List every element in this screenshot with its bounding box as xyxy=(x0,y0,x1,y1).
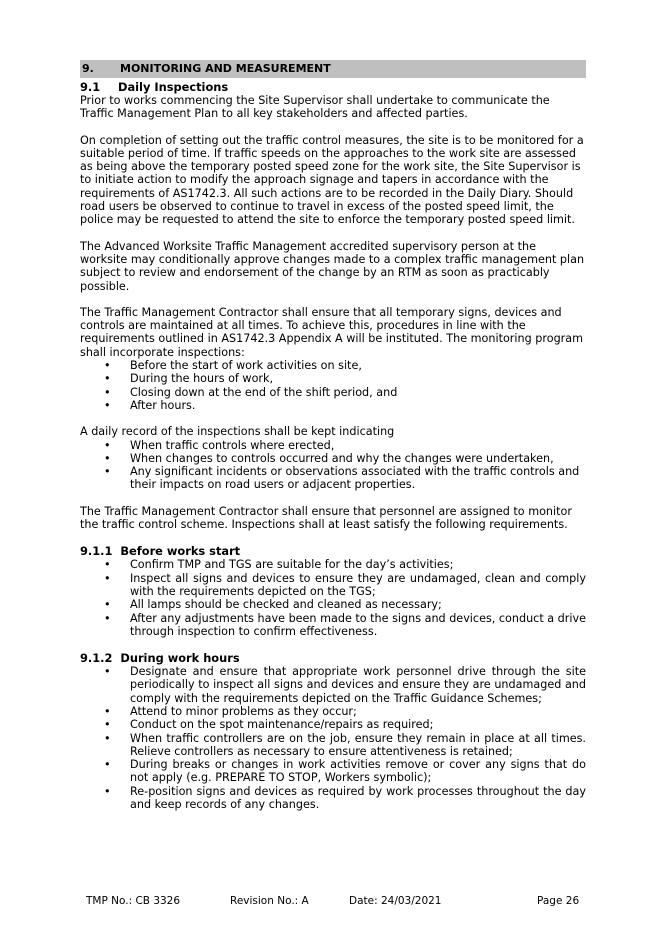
subsection-heading-9-1 xyxy=(80,80,586,94)
list-item: • During the hours of work, xyxy=(104,372,274,386)
paragraph: The Advanced Worksite Traffic Management accredited supervisory person at the worksite may conditionally approve changes made to a complex traffic management plan subject to review and endorsement of the change by an RTM as soon as practicably possible. xyxy=(80,239,585,293)
footer-date: Date: 24/03/2021 xyxy=(349,895,442,907)
paragraph: On completion of setting out the traffic control measures, the site is to be monitored for a suitable period of time. If traffic speeds on the approaches to the work site are assessed as being above the temporary posted speed zone for the work site, the Site Supervisor is to initiate action to modify the approach signage and tapers in accordance with the requirements of AS1742.3. All such actions are to be recorded in the Daily Diary. Should road users be observed to continue to travel in excess of the posted speed limit, the police may be requested to attend the site to enforce the temporary posted speed limit. xyxy=(80,133,584,227)
bullet-icon: • xyxy=(104,359,111,373)
paragraph: The Traffic Management Contractor shall ensure that personnel are assigned to monitor the traffic control scheme. Inspections shall at least satisfy the following requirements. xyxy=(80,504,572,532)
subsection-title: During work hours xyxy=(120,651,240,666)
footer-tmp-number: TMP No.: CB 3326 xyxy=(86,895,181,907)
footer-page-number: Page 26 xyxy=(537,895,580,907)
paragraph: Prior to works commencing the Site Supervisor shall undertake to communicate the Traffic Management Plan to all key stakeholders and affected parties. xyxy=(80,94,550,121)
list-item: • Confirm TMP and TGS are suitable for the day’s activities; xyxy=(104,558,454,572)
subsection-title: Daily Inspections xyxy=(118,80,229,94)
list-item: • When traffic controllers are on the job, ensure they remain in place at all times. Relieve controllers as necessary to ensure attentiveness is retained; xyxy=(104,731,586,758)
list-item: • When traffic controls where erected, xyxy=(104,438,335,452)
bullet-icon: • xyxy=(104,758,111,772)
bullet-icon: • xyxy=(104,704,111,718)
bullet-icon: • xyxy=(104,438,111,452)
list-item: • Designate and ensure that appropriate work personnel drive through the site periodically to inspect all signs and devices and ensure they are undamaged and comply with the requirements depicted on the Traffic Guidance Schemes; xyxy=(104,665,586,705)
bullet-icon: • xyxy=(104,718,111,732)
list-item: • During breaks or changes in work activities remove or cover any signs that do not apply (e.g. PREPARE TO STOP, Workers symbolic); xyxy=(104,758,586,785)
section-number: 9. xyxy=(82,62,94,76)
bullet-icon: • xyxy=(104,731,111,745)
bullet-icon: • xyxy=(104,665,111,679)
subsection-heading-9-1-2 xyxy=(80,651,586,665)
bullet-icon: • xyxy=(104,465,111,479)
list-item: • Any significant incidents or observations associated with the traffic controls and their impacts on road users or adjacent properties. xyxy=(104,465,580,492)
paragraph: The Traffic Management Contractor shall ensure that all temporary signs, devices and controls are maintained at all times. To achieve this, procedures in line with the requirements outlined in AS1742.3 Appendix A will be instituted. The monitoring program shall incorporate inspections: xyxy=(80,305,584,359)
list-item: • Inspect all signs and devices to ensure they are undamaged, clean and comply with the requirements depicted on the TGS; xyxy=(104,571,586,598)
during-work-list xyxy=(80,665,586,811)
subsection-number: 9.1 xyxy=(80,80,101,94)
footer-revision: Revision No.: A xyxy=(230,895,309,907)
section-heading xyxy=(80,60,586,78)
section-title: MONITORING AND MEASUREMENT xyxy=(120,62,331,76)
bullet-icon: • xyxy=(104,451,111,465)
list-item: • Attend to minor problems as they occur; xyxy=(104,704,357,718)
bullet-icon: • xyxy=(104,784,111,798)
paragraph: A daily record of the inspections shall be kept indicating xyxy=(80,425,395,439)
list-item: • Conduct on the spot maintenance/repairs as required; xyxy=(104,718,434,732)
bullet-icon: • xyxy=(104,385,111,399)
bullet-icon: • xyxy=(104,398,111,412)
subsection-heading-9-1-1 xyxy=(80,544,586,558)
subsection-number: 9.1.2 xyxy=(80,651,113,666)
list-item: • Before the start of work activities on site, xyxy=(104,359,362,373)
list-item: • After hours. xyxy=(104,398,196,412)
bullet-icon: • xyxy=(104,571,111,585)
bullet-icon: • xyxy=(104,611,111,625)
record-list xyxy=(80,439,586,492)
before-works-list xyxy=(80,558,586,638)
list-item: • Re-position signs and devices as required by work processes throughout the day and keep records of any changes. xyxy=(104,784,586,812)
inspection-list xyxy=(80,359,586,412)
subsection-number: 9.1.1 xyxy=(80,544,113,559)
bullet-icon: • xyxy=(104,598,111,612)
list-item: • Closing down at the end of the shift period, and xyxy=(104,385,398,399)
list-item: • All lamps should be checked and cleaned as necessary; xyxy=(104,598,442,612)
list-item: • When changes to controls occurred and why the changes were undertaken, xyxy=(104,451,554,465)
bullet-icon: • xyxy=(104,558,111,572)
list-item: • After any adjustments have been made to the signs and devices, conduct a drive through inspection to confirm effectiveness. xyxy=(104,611,586,638)
document-body xyxy=(80,60,586,824)
bullet-icon: • xyxy=(104,372,111,386)
subsection-title: Before works start xyxy=(120,544,241,559)
